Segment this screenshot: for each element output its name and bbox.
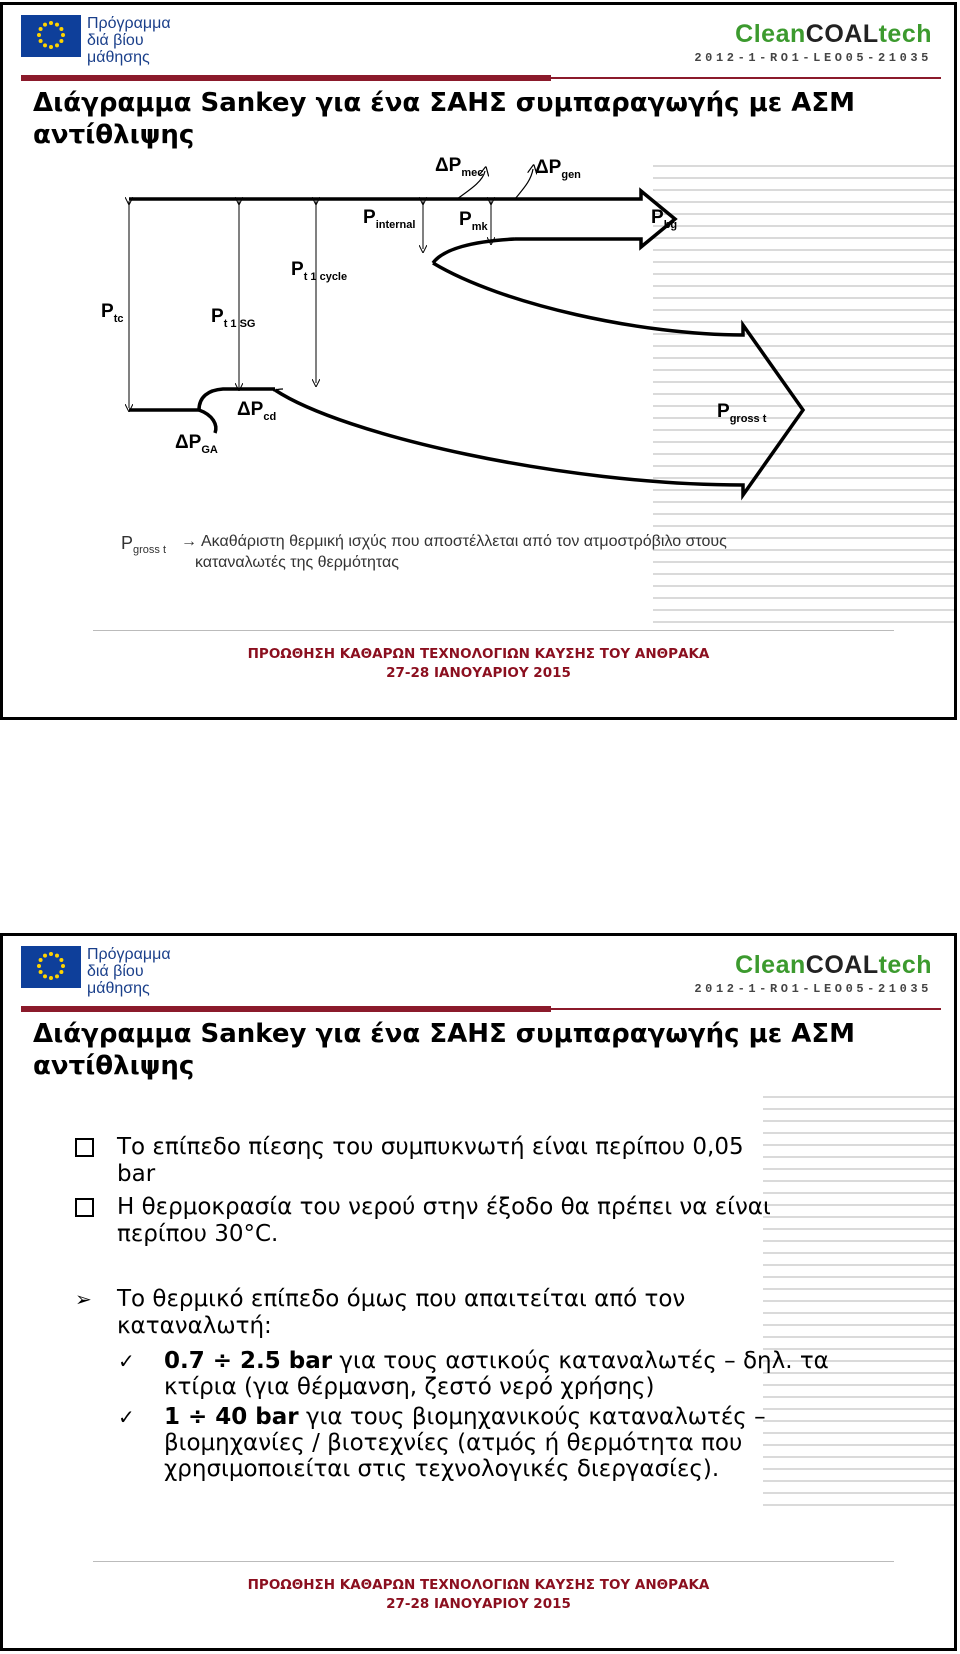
title-line-1: Διάγραμμα Sankey για ένα ΣΑΗΣ συμπαραγωγής με ΑΣΜ bbox=[33, 88, 856, 118]
check-rest: για τους βιομηχανικούς καταναλωτές – bbox=[298, 1404, 766, 1430]
square-bullet-icon bbox=[75, 1137, 94, 1164]
label-pinternal: $P_{internal}$ bbox=[363, 207, 416, 231]
footer-line-1: ΠΡΟΩΘΗΣΗ ΚΑΘΑΡΩΝ ΤΕΧΝΟΛΟΓΙΩΝ ΚΑΥΣΗΣ ΤΟΥ ΑΝΘΡΑΚΑ bbox=[247, 646, 710, 662]
footer-line-2: 27-28 ΙΑΝΟΥΑΡΙΟΥ 2015 bbox=[386, 1596, 571, 1612]
note-symbol: $P_{gross t}$ bbox=[121, 533, 167, 556]
check-line-2: κτίρια (για θέρμανση, ζεστό νερό χρήσης) bbox=[164, 1374, 655, 1400]
bullet-line-1: Το θερμικό επίπεδο όμως που απαιτείται από τον bbox=[117, 1286, 686, 1312]
arrow-bullet-icon: ➢ bbox=[75, 1287, 92, 1311]
label-pgross: $P_{gross t}$ bbox=[717, 401, 767, 425]
eu-program-logo bbox=[21, 946, 171, 997]
bullet-line-1: Το επίπεδο πίεσης του συμπυκνωτή είναι περίπου 0,05 bbox=[117, 1134, 744, 1160]
cct-coal: COAL bbox=[805, 20, 879, 48]
cleancoaltech-logo bbox=[694, 952, 932, 996]
slide-1 bbox=[0, 2, 957, 720]
cct-coal: COAL bbox=[805, 951, 879, 979]
sankey-flow-outline bbox=[129, 191, 803, 495]
header-divider-thin bbox=[551, 1008, 941, 1010]
eu-program-line-3: μάθησης bbox=[87, 980, 150, 997]
cct-clean: Clean bbox=[735, 951, 806, 979]
label-dpmec: $\Delta P_{mec}$ bbox=[435, 155, 484, 179]
square-bullet-icon bbox=[75, 1197, 94, 1224]
dpgen-arrow bbox=[515, 169, 533, 199]
eu-program-line-3: μάθησης bbox=[87, 49, 150, 66]
label-pt1cycle: $P_{t 1 cycle}$ bbox=[291, 259, 348, 283]
check-icon: ✓ bbox=[118, 1405, 135, 1429]
project-code: 2012-1-RO1-LEO05-21035 bbox=[694, 51, 932, 65]
footer-line-1: ΠΡΟΩΘΗΣΗ ΚΑΘΑΡΩΝ ΤΕΧΝΟΛΟΓΙΩΝ ΚΑΥΣΗΣ ΤΟΥ ΑΝΘΡΑΚΑ bbox=[247, 1577, 710, 1593]
footer-divider bbox=[93, 1561, 894, 1562]
label-pt1sg: $P_{t 1 SG}$ bbox=[211, 306, 256, 330]
bullet-line-2: περίπου 30°C. bbox=[117, 1221, 279, 1247]
footer-divider bbox=[93, 630, 894, 631]
footer-line-2: 27-28 ΙΑΝΟΥΑΡΙΟΥ 2015 bbox=[386, 665, 571, 681]
title-line-1: Διάγραμμα Sankey για ένα ΣΑΗΣ συμπαραγωγής με ΑΣΜ bbox=[33, 1019, 856, 1049]
label-pbg: $P_{bg}$ bbox=[651, 207, 678, 231]
bullet-line-2: καταναλωτή: bbox=[117, 1313, 272, 1339]
check-item-industrial bbox=[118, 1404, 918, 1482]
bullet-line-1: Η θερμοκρασία του νερού στην έξοδο θα πρέπει να είναι bbox=[117, 1194, 771, 1220]
bullet-line-2: bar bbox=[117, 1161, 156, 1187]
slide-title bbox=[33, 1018, 913, 1082]
label-pmk: $P_{mk}$ bbox=[459, 209, 488, 233]
check-item-urban bbox=[118, 1348, 918, 1400]
cct-clean: Clean bbox=[735, 20, 806, 48]
eu-flag-icon bbox=[21, 946, 81, 988]
header-divider bbox=[21, 1006, 551, 1012]
title-line-2: αντίθλιψης bbox=[33, 120, 195, 150]
check-bold: 1 ÷ 40 bar bbox=[164, 1404, 299, 1430]
cct-tech: tech bbox=[878, 951, 932, 979]
bullet-temperature bbox=[75, 1194, 915, 1248]
eu-program-line-1: Πρόγραμμα bbox=[87, 946, 171, 963]
label-dpgen: $\Delta P_{gen}$ bbox=[535, 157, 581, 181]
check-icon: ✓ bbox=[118, 1349, 135, 1373]
project-code: 2012-1-RO1-LEO05-21035 bbox=[694, 982, 932, 996]
bullet-thermal-level bbox=[75, 1286, 915, 1340]
title-line-2: αντίθλιψης bbox=[33, 1051, 195, 1081]
note-line-2: καταναλωτές της θερμότητας bbox=[195, 554, 399, 571]
check-line-3: χρησιμοποιείται στις τεχνολογικές διεργασίες). bbox=[164, 1456, 720, 1482]
note-arrow: → bbox=[181, 533, 197, 550]
bullet-pressure bbox=[75, 1134, 915, 1188]
cct-tech: tech bbox=[878, 20, 932, 48]
check-bold: 0.7 ÷ 2.5 bar bbox=[164, 1348, 333, 1374]
note-line-1: Ακαθάριστη θερμική ισχύς που αποστέλλεται από τον ατμοστρόβιλο στους bbox=[201, 533, 727, 550]
eu-program-line-1: Πρόγραμμα bbox=[87, 15, 171, 32]
sankey-diagram bbox=[3, 5, 957, 605]
check-rest: για τους αστικούς καταναλωτές – δηλ. τα bbox=[332, 1348, 829, 1374]
label-dpcd: $\Delta P_{cd}$ bbox=[237, 399, 277, 423]
check-line-2: βιομηχανίες / βιοτεχνίες (ατμός ή θερμότητα που bbox=[164, 1430, 743, 1456]
footer bbox=[3, 645, 954, 683]
label-ptc: $P_{tc}$ bbox=[101, 301, 124, 325]
eu-program-line-2: διά βίου bbox=[87, 963, 144, 980]
label-dpga: $\Delta P_{GA}$ bbox=[175, 432, 218, 456]
eu-program-line-2: διά βίου bbox=[87, 32, 144, 49]
footer bbox=[3, 1576, 954, 1614]
slide-2 bbox=[0, 933, 957, 1651]
